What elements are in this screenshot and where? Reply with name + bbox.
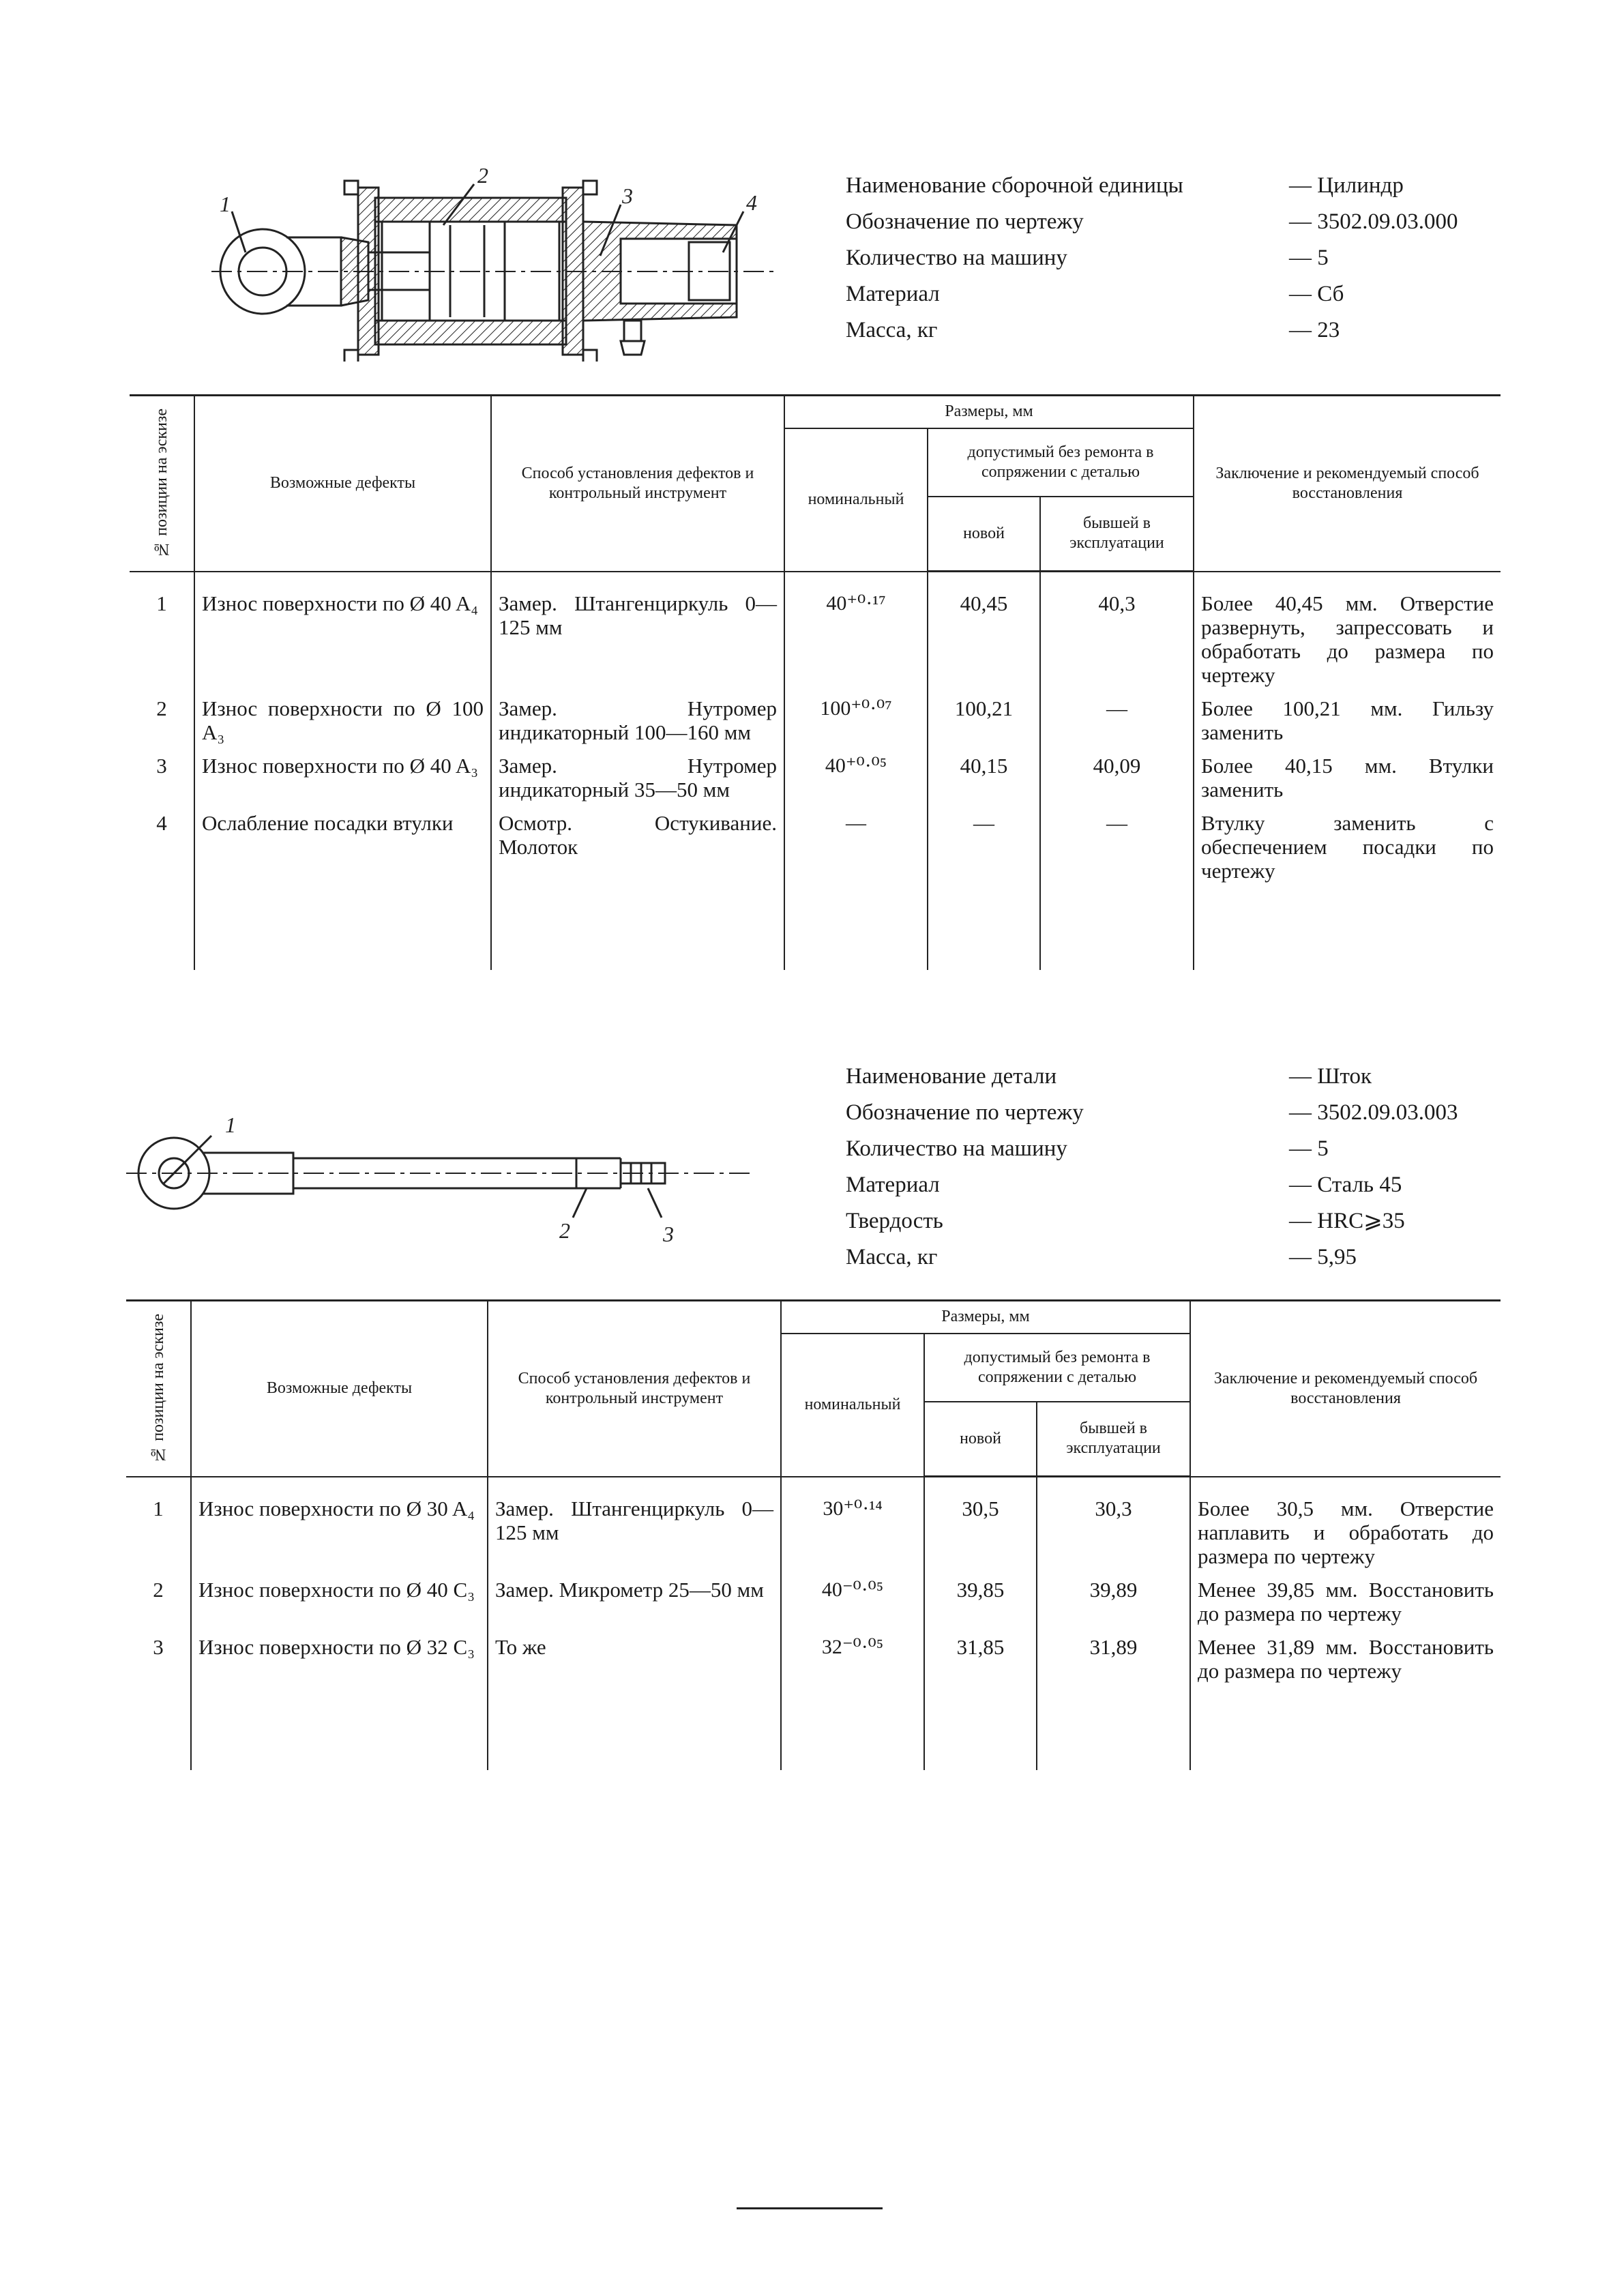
info-value: — 23 <box>1289 318 1340 342</box>
callout-4: 4 <box>746 190 757 215</box>
cell-used: — <box>1040 696 1194 754</box>
cell-new: 30,5 <box>924 1477 1037 1578</box>
cell-method: Замер. Штангенциркуль 0—125 мм <box>491 572 784 696</box>
cell-defect: Износ поверхности по Ø 40 C₃ <box>191 1578 488 1635</box>
cell-new: 31,85 <box>924 1635 1037 1692</box>
cell-nominal: 100⁺⁰·⁰⁷ <box>784 696 928 754</box>
table-row <box>126 1477 1501 1578</box>
defects-table-cylinder <box>130 394 1501 970</box>
cell-pos: 1 <box>130 572 194 696</box>
table-row <box>126 1635 1501 1692</box>
header-nominal: номинальный <box>781 1334 924 1477</box>
info-value: — Цилиндр <box>1289 173 1404 198</box>
info-row <box>846 1095 1458 1131</box>
info-label: Количество на машину <box>846 1136 1067 1161</box>
header-allowed: допустимый без ремонта в сопряжении с деталью <box>924 1334 1190 1402</box>
table-row <box>130 572 1501 696</box>
cell-defect: Износ поверхности по Ø 40 A₃ <box>194 754 491 811</box>
info-label: Материал <box>846 1173 940 1197</box>
header-position: № позиции на эскизе <box>130 396 194 572</box>
cell-nominal: 40⁺⁰·⁰⁵ <box>784 754 928 811</box>
cell-method: Осмотр. Остукивание. Молоток <box>491 811 784 892</box>
table-row <box>126 1578 1501 1635</box>
info-label: Масса, кг <box>846 318 938 342</box>
cell-pos: 2 <box>130 696 194 754</box>
info-label: Наименование детали <box>846 1064 1057 1089</box>
info-row <box>846 276 1458 312</box>
cell-method: Замер. Микрометр 25—50 мм <box>488 1578 781 1635</box>
info-label: Масса, кг <box>846 1245 938 1269</box>
table-row <box>130 754 1501 811</box>
callout-1: 1 <box>220 192 231 216</box>
cell-method: Замер. Штангенциркуль 0—125 мм <box>488 1477 781 1578</box>
info-row <box>846 1059 1458 1095</box>
cell-used: 31,89 <box>1037 1635 1190 1692</box>
cell-defect: Износ поверхности по Ø 32 C₃ <box>191 1635 488 1692</box>
cell-defect: Износ поверхности по Ø 30 A₄ <box>191 1477 488 1578</box>
cell-new: 100,21 <box>928 696 1040 754</box>
header-defects: Возможные дефекты <box>194 396 491 572</box>
header-nominal: номинальный <box>784 428 928 572</box>
table-spacer <box>130 892 1501 970</box>
cell-method: Замер. Нутромер индикаторный 100—160 мм <box>491 696 784 754</box>
cell-new: 40,45 <box>928 572 1040 696</box>
info-row <box>846 1203 1458 1239</box>
info-label: Обозначение по чертежу <box>846 1100 1084 1125</box>
part-info <box>846 1059 1458 1276</box>
cell-used: 40,3 <box>1040 572 1194 696</box>
info-value: — Сб <box>1289 282 1344 306</box>
info-value: — Сталь 45 <box>1289 1173 1402 1197</box>
header-defects: Возможные дефекты <box>191 1301 488 1477</box>
assembly-info <box>846 168 1458 349</box>
cell-new: 39,85 <box>924 1578 1037 1635</box>
header-conclusion: Заключение и рекомендуемый способ восстановления <box>1194 396 1501 572</box>
header-allowed: допустимый без ремонта в сопряжении с деталью <box>928 428 1194 497</box>
header-new: новой <box>924 1402 1037 1477</box>
cell-conclusion: Более 40,15 мм. Втулки заменить <box>1194 754 1501 811</box>
cell-conclusion: Более 30,5 мм. Отверстие наплавить и обработать до размера по чертежу <box>1190 1477 1501 1578</box>
cell-nominal: — <box>784 811 928 892</box>
cell-used: — <box>1040 811 1194 892</box>
table-row <box>130 696 1501 754</box>
info-label: Количество на машину <box>846 246 1067 270</box>
cell-conclusion: Втулку заменить с обеспечением посадки по чертежу <box>1194 811 1501 892</box>
info-value: — HRC⩾35 <box>1289 1209 1405 1233</box>
cell-method: Замер. Нутромер индикаторный 35—50 мм <box>491 754 784 811</box>
info-label: Обозначение по чертежу <box>846 209 1084 234</box>
info-value: — 5 <box>1289 246 1329 270</box>
cell-conclusion: Менее 39,85 мм. Восстановить до размера по чертежу <box>1190 1578 1501 1635</box>
header-position: № позиции на эскизе <box>126 1301 191 1477</box>
cell-pos: 1 <box>126 1477 191 1578</box>
cylinder-assembly-sketch <box>205 157 791 362</box>
info-row <box>846 1167 1458 1203</box>
cell-pos: 2 <box>126 1578 191 1635</box>
header-new: новой <box>928 497 1040 572</box>
cell-nominal: 40⁻⁰·⁰⁵ <box>781 1578 924 1635</box>
end-rule <box>737 2207 883 2209</box>
cell-nominal: 30⁺⁰·¹⁴ <box>781 1477 924 1578</box>
cell-pos: 4 <box>130 811 194 892</box>
callout-3: 3 <box>622 183 633 208</box>
callout-3: 3 <box>663 1222 674 1246</box>
cell-pos: 3 <box>130 754 194 811</box>
header-sizes: Размеры, мм <box>784 396 1194 428</box>
info-value: — Шток <box>1289 1064 1372 1089</box>
table-spacer <box>126 1692 1501 1770</box>
info-label: Материал <box>846 282 940 306</box>
cell-pos: 3 <box>126 1635 191 1692</box>
callout-2: 2 <box>559 1218 570 1243</box>
info-value: — 5 <box>1289 1136 1329 1161</box>
info-value: — 3502.09.03.000 <box>1289 209 1458 234</box>
header-used: бывшей в эксплуатации <box>1040 497 1194 572</box>
cell-conclusion: Менее 31,89 мм. Восстановить до размера по чертежу <box>1190 1635 1501 1692</box>
cell-conclusion: Более 40,45 мм. Отверстие развернуть, запрессовать и обработать до размера по чертежу <box>1194 572 1501 696</box>
cell-used: 40,09 <box>1040 754 1194 811</box>
info-row <box>846 168 1458 204</box>
info-label: Твердость <box>846 1209 943 1233</box>
info-row <box>846 1131 1458 1167</box>
cell-new: 40,15 <box>928 754 1040 811</box>
cell-defect: Ослабление посадки втулки <box>194 811 491 892</box>
cell-defect: Износ поверхности по Ø 100 A₃ <box>194 696 491 754</box>
info-row <box>846 240 1458 276</box>
info-label: Наименование сборочной единицы <box>846 173 1183 198</box>
cell-conclusion: Более 100,21 мм. Гильзу заменить <box>1194 696 1501 754</box>
callout-1: 1 <box>225 1113 236 1137</box>
cell-nominal: 32⁻⁰·⁰⁵ <box>781 1635 924 1692</box>
cell-new: — <box>928 811 1040 892</box>
header-method: Способ установления дефектов и контрольный инструмент <box>488 1301 781 1477</box>
table-row <box>130 811 1501 892</box>
header-method: Способ установления дефектов и контрольный инструмент <box>491 396 784 572</box>
cell-used: 30,3 <box>1037 1477 1190 1578</box>
rod-sketch <box>123 1098 764 1255</box>
cell-defect: Износ поверхности по Ø 40 A₄ <box>194 572 491 696</box>
info-row <box>846 204 1458 240</box>
info-row <box>846 312 1458 349</box>
header-used: бывшей в эксплуатации <box>1037 1402 1190 1477</box>
info-row <box>846 1239 1458 1276</box>
callout-2: 2 <box>477 163 488 188</box>
info-value: — 5,95 <box>1289 1245 1357 1269</box>
info-value: — 3502.09.03.003 <box>1289 1100 1458 1125</box>
cell-method: То же <box>488 1635 781 1692</box>
cell-used: 39,89 <box>1037 1578 1190 1635</box>
header-sizes: Размеры, мм <box>781 1301 1190 1334</box>
cell-nominal: 40⁺⁰·¹⁷ <box>784 572 928 696</box>
defects-table-rod <box>126 1299 1501 1770</box>
header-conclusion: Заключение и рекомендуемый способ восстановления <box>1190 1301 1501 1477</box>
